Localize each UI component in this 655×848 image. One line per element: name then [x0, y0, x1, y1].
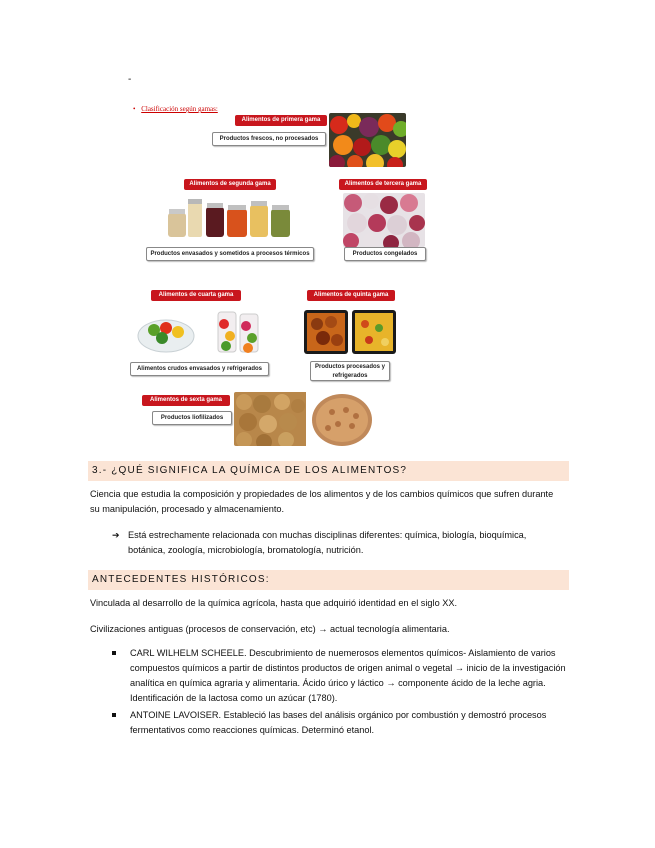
desc-segunda-gama: Productos envasados y sometidos a procesos térmicos — [146, 247, 314, 261]
tag-quinta-gama: Alimentos de quinta gama — [307, 290, 395, 301]
section3-arrow-item — [112, 528, 562, 558]
desc-quinta-gama: Productos procesados y refrigerados — [310, 361, 390, 381]
list-item-scheele — [112, 646, 567, 706]
arrow-icon: ➔ — [112, 530, 120, 540]
jars-image — [166, 193, 292, 239]
list-item-lavoisier — [112, 708, 567, 738]
ready-meals-image — [303, 308, 397, 356]
section3-heading: 3.- ¿QUÉ SIGNIFICA LA QUÍMICA DE LOS ALIMENTOS? — [88, 461, 569, 481]
antecedentes-heading: ANTECEDENTES HISTÓRICOS: — [88, 570, 569, 590]
frozen-berries-image — [343, 193, 425, 247]
square-bullet-icon — [112, 713, 116, 717]
tag-tercera-gama: Alimentos de tercera gama — [339, 179, 427, 190]
scheele-text: CARL WILHELM SCHEELE. Descubrimiento de nuemerosos elementos químicos- Aislamiento de varios compuestos químicos a partir de distintos productos de origen animal o vegetal → inicio de la investigación analítica en química agraria y alimentaria. Ácido úrico y láctico → componente ácido de la leche agria. Identificación de la lactosa como un azúcar (1780). — [130, 648, 566, 703]
classification-title: Clasificación según gamas: — [141, 105, 218, 113]
freeze-dried-image — [234, 392, 374, 446]
stray-dash: - — [128, 74, 132, 85]
tag-sexta-gama: Alimentos de sexta gama — [142, 395, 230, 406]
desc-sexta-gama: Productos liofilizados — [152, 411, 232, 425]
arrow-item-text: Está estrechamente relacionada con muchas disciplinas diferentes: química, biología, bioquímica, botánica, zoología, microbiología, bromatología, nutrición. — [128, 530, 527, 555]
lavoisier-text: ANTOINE LAVOISER. Estableció las bases del análisis orgánico por combustión y demostró procesos fermentativos como reacciones químicas. Determinó etanol. — [130, 710, 547, 735]
tag-segunda-gama: Alimentos de segunda gama — [184, 179, 276, 190]
square-bullet-icon — [112, 651, 116, 655]
antecedentes-p2: Civilizaciones antiguas (procesos de conservación, etc) → actual tecnología alimentaria. — [90, 624, 450, 634]
bullet-dot: • — [133, 105, 136, 113]
section3-definition: Ciencia que estudia la composición y propiedades de los alimentos y de los cambios químicos que sufren durante su manipulación, procesado y almacenamiento. — [90, 489, 554, 514]
desc-tercera-gama: Productos congelados — [344, 247, 426, 261]
salads-image — [136, 306, 264, 356]
tag-cuarta-gama: Alimentos de cuarta gama — [151, 290, 241, 301]
fresh-produce-image — [329, 113, 406, 167]
desc-cuarta-gama: Alimentos crudos envasados y refrigerados — [130, 362, 269, 376]
tag-primera-gama: Alimentos de primera gama — [235, 115, 327, 126]
antecedentes-p1: Vinculada al desarrollo de la química agrícola, hasta que adquirió identidad en el siglo XX. — [90, 598, 458, 608]
classification-bullet — [133, 105, 218, 113]
desc-primera-gama: Productos frescos, no procesados — [212, 132, 326, 146]
